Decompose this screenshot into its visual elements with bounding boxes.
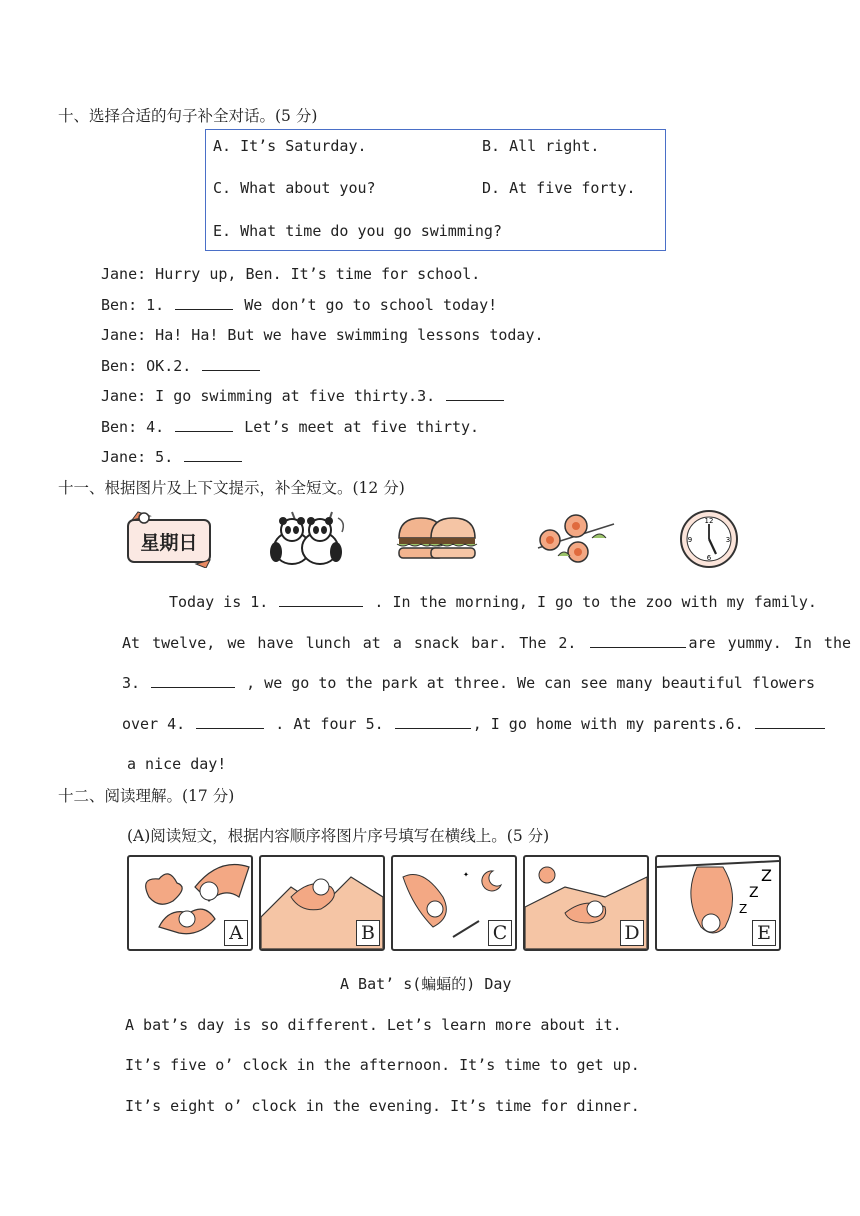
bat-passage-line-3: It’s eight o’ clock in the evening. It’s time for dinner.: [125, 1097, 640, 1115]
hamburgers-image: [395, 508, 479, 568]
clock-image: [676, 508, 742, 568]
section-12a-instruction: (A)阅读短文，根据内容顺序将图片序号填写在横线上。(5 分): [127, 827, 550, 845]
panel-c: [391, 855, 517, 951]
passage-blank-2[interactable]: [590, 633, 686, 648]
svg-text:6: 6: [706, 554, 712, 562]
option-c: C. What about you?: [213, 179, 376, 197]
dialogue-line-4: Ben: OK.2.: [101, 356, 262, 376]
svg-text:12: 12: [704, 517, 714, 525]
panel-d-label: D: [620, 920, 644, 946]
passage-line-4: over 4. . At four 5. , I go home with my parents.6.: [122, 714, 827, 734]
answer-blank-4[interactable]: [175, 417, 233, 432]
panel-b: [259, 855, 385, 951]
dialogue-line-2: Ben: 1. We don’t go to school today!: [101, 296, 498, 314]
svg-text:Z: Z: [749, 885, 759, 901]
answer-blank-3[interactable]: [446, 386, 504, 401]
dialogue-line-1: Jane: Hurry up, Ben. It’s time for school.: [101, 265, 481, 283]
answer-blank-1[interactable]: [175, 295, 233, 310]
answer-blank-2[interactable]: [202, 356, 260, 371]
option-b: B. All right.: [482, 137, 600, 155]
passage-line-3: 3. , we go to the park at three. We can see many beautiful flowers: [122, 674, 816, 692]
passage-line-1: Today is 1. . In the morning, I go to the zoo with my family.: [169, 593, 817, 611]
option-d: D. At five forty.: [482, 179, 636, 197]
svg-text:9: 9: [687, 536, 693, 544]
panel-e: [655, 855, 781, 951]
section-12-heading: 十二、阅读理解。(17 分): [58, 787, 235, 805]
section-10-heading: 十、选择合适的句子补全对话。(5 分): [58, 107, 318, 125]
option-e: E. What time do you go swimming?: [213, 222, 502, 240]
dialogue-line-3: Jane: Ha! Ha! But we have swimming lessons today.: [101, 326, 544, 344]
dialogue-line-7: Jane: 5.: [101, 447, 244, 467]
panel-a-label: A: [224, 920, 248, 946]
sunday-sign-image: [122, 508, 216, 568]
panel-c-label: C: [488, 920, 512, 946]
dialogue-line-5: Jane: I go swimming at five thirty.3.: [101, 386, 506, 406]
svg-text:Z: Z: [739, 902, 748, 916]
dialogue-line-6: Ben: 4. Let’s meet at five thirty.: [101, 418, 480, 436]
section-11-heading: 十一、根据图片及上下文提示，补全短文。(12 分): [58, 479, 405, 497]
svg-text:3: 3: [725, 536, 731, 544]
passage-line-2: At twelve, we have lunch at a snack bar. The 2. are yummy. In the: [122, 634, 852, 652]
passage-blank-6[interactable]: [755, 714, 825, 729]
panel-b-label: B: [356, 920, 380, 946]
flowers-image: [528, 508, 618, 568]
option-a: A. It’s Saturday.: [213, 137, 367, 155]
passage-blank-1[interactable]: [279, 592, 363, 607]
bat-passage-line-2: It’s five o’ clock in the afternoon. It’s time to get up.: [125, 1056, 640, 1074]
answer-blank-5[interactable]: [184, 447, 242, 462]
svg-text:Z: Z: [761, 866, 772, 885]
sign-text: 星期日: [140, 532, 198, 554]
panel-a: [127, 855, 253, 951]
pandas-image: [262, 508, 350, 568]
passage-blank-5[interactable]: [395, 714, 471, 729]
bat-passage-line-1: A bat’s day is so different. Let’s learn more about it.: [125, 1016, 622, 1034]
passage-line-5: a nice day!: [127, 755, 227, 773]
passage-blank-3[interactable]: [151, 673, 235, 688]
passage-title: A Bat’ s(蝙蝠的) Day: [340, 975, 512, 993]
passage-blank-4[interactable]: [196, 714, 264, 729]
svg-text:✦: ✦: [463, 869, 470, 880]
panel-e-label: E: [752, 920, 776, 946]
panel-d: [523, 855, 649, 951]
